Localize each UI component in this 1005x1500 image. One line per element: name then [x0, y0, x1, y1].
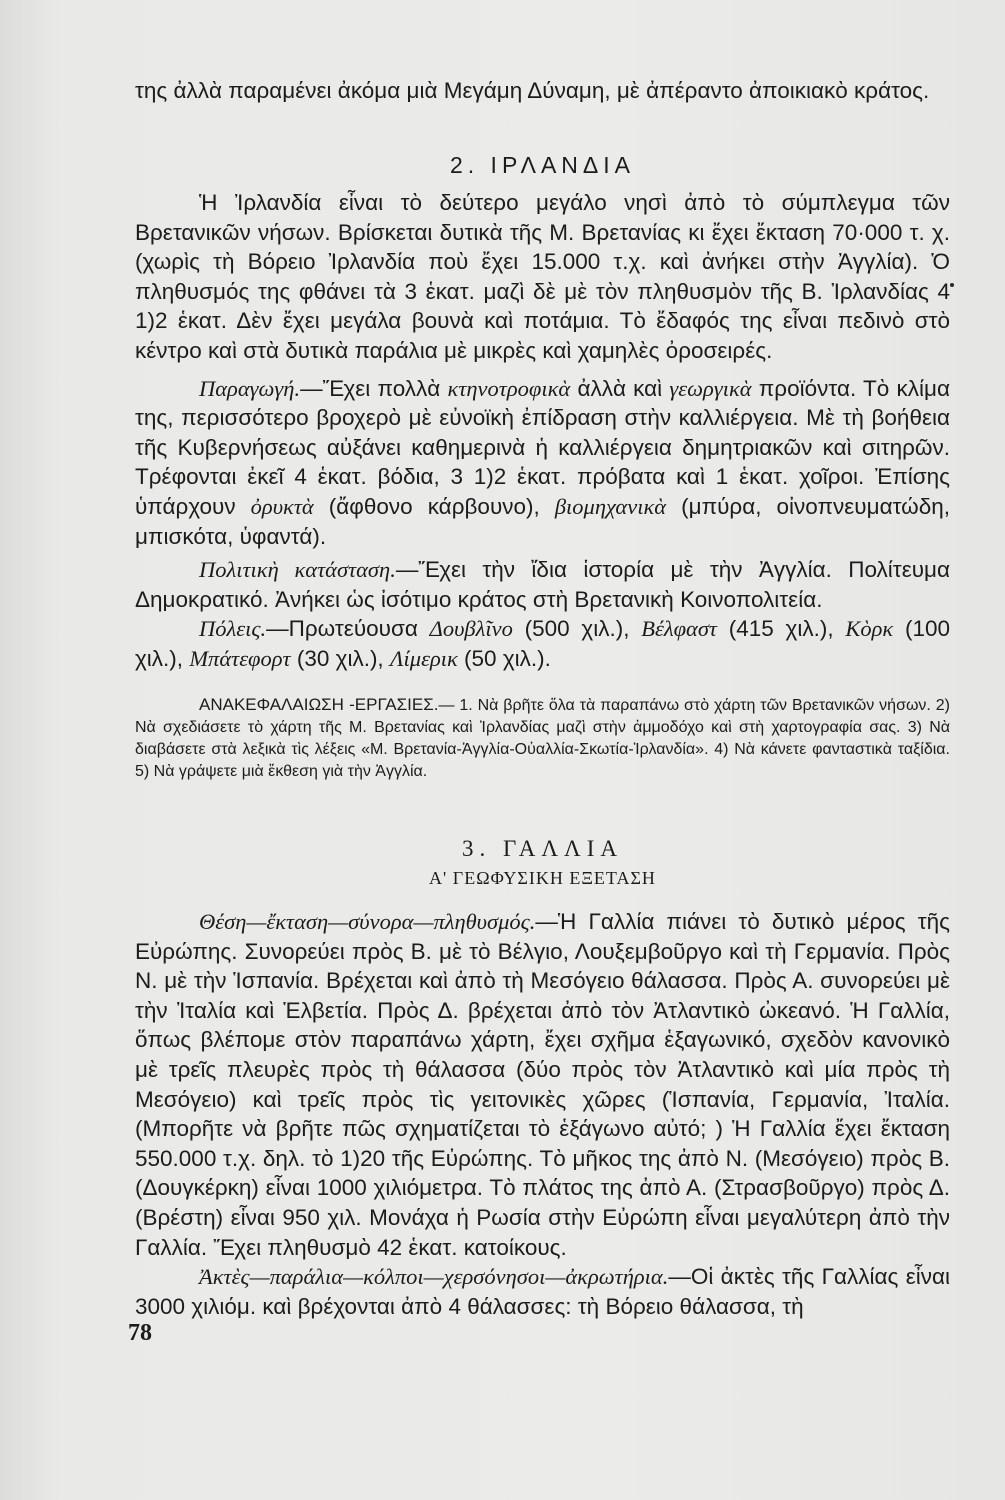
- production-term-livestock: κτηνοτροφικὰ: [447, 375, 571, 401]
- cities-text-4: (100 χιλ.),: [135, 616, 950, 671]
- section-france-heading-block: [135, 836, 950, 889]
- cities-text-5: (30 χιλ.),: [290, 645, 390, 671]
- section-ireland-heading: 2. ΙΡΛΑΝΔΙΑ: [449, 152, 635, 178]
- cities-text-2: (500 χιλ.),: [512, 616, 642, 642]
- cities-label: Πόλεις.: [199, 616, 267, 642]
- section-ireland: [135, 188, 950, 783]
- cities-text-3: (415 χιλ.),: [716, 616, 846, 642]
- production-term-industrial: βιομηχανικὰ: [554, 493, 667, 519]
- city-cork: Κὸρκ: [845, 616, 894, 642]
- section-ireland-heading-block: [135, 152, 950, 179]
- ireland-intro-paragraph: Ἡ Ἰρλανδία εἶναι τὸ δεύτερο μεγάλο νησὶ ἀπὸ τὸ σύμπλεγμα τῶν Βρετανικῶν νήσων. Βρίσκεται δυτικὰ τῆς Μ. Βρετανίας κι ἔχει ἔκταση 70·000 τ. χ. (χωρὶς τὴ Βόρειο Ἰρλανδία ποὺ ἔχει 15.000 τ.χ. καὶ ἀνήκει στὴν Ἀγγλία). Ὁ πληθυσμός της φθάνει τὰ 3 ἑκατ. μαζὶ δὲ μὲ τὸν πληθυσμὸν τῆς Β. Ἰρλανδίας 4 1)2 ἑκατ. Δὲν ἔχει μεγάλα βουνὰ καὶ ποτάμια. Τὸ ἔδαφός της εἶναι πεδινὸ στὸ κέντρο καὶ στὰ δυτικὰ παράλια μὲ μικρὲς καὶ χαμηλὲς ὀροσειρές.: [135, 190, 950, 363]
- ireland-summary-paragraph: [135, 694, 950, 783]
- coasts-label: Ἀκτὲς—παράλια—κόλποι—χερσόνησοι—ἀκρωτήρια.: [199, 1264, 669, 1290]
- cities-text-6: (50 χιλ.).: [457, 645, 551, 671]
- page-number: 78: [128, 1320, 152, 1346]
- summary-text: — 1. Νὰ βρῆτε ὅλα τὰ παραπάνω στὸ χάρτη τῶν Βρετανικῶν νήσων. 2) Νὰ σχεδιάσετε τὸ χάρτη τῆς Μ. Βρετανίας καὶ Ἰρλανδίας μαζὶ στὴν ἀμμοδόχο καὶ στὴ χαρτογραφία σας. 3) Νὰ διαβάσετε στὰ λεξικὰ τὶς λέξεις «Μ. Βρετανία-Ἀγγλία-Οὐαλλία-Σκωτία-Ἰρλανδία». 4) Νὰ κάνετε φανταστικὰ ταξίδια. 5) Νὰ γράψετε μιὰ ἔκθεση γιὰ τὴν Ἀγγλία.: [135, 696, 951, 780]
- production-text-3: προϊόντα. Τὸ κλίμα της, περισσότερο βροχερὸ μὲ εὐνοϊκὴ ἐπίδραση στὴν καλλιέργεια. Μὲ τὴ βοήθεια τῆς Κυβερνήσεως αὐξάνει καθημερινὰ ἡ καλλιέργεια δημητριακῶν καὶ σιτηρῶν. Τρέφονται ἐκεῖ 4 ἑκατ. βόδια, 3 1)2 ἑκατ. πρόβατα καὶ 1 ἑκατ. χοῖροι. Ἐπίσης ὑπάρχουν: [135, 375, 950, 519]
- section-france: [135, 907, 950, 1321]
- production-text-1: —Ἔχει πολλὰ: [300, 375, 448, 401]
- position-text: —Ἡ Γαλλία πιάνει τὸ δυτικὸ μέρος τῆς Εὐρώπης. Συνορεύει πρὸς Β. μὲ τὸ Βέλγιο, Λουξεμβοῦργο καὶ τὴ Γερμανία. Πρὸς Ν. μὲ τὴν Ἱσπανία. Βρέχεται καὶ ἀπὸ τὴ Μεσόγειο θάλασσα. Πρὸς Α. συνορεύει μὲ τὴν Ἰταλία καὶ Ἑλβετία. Πρὸς Δ. βρέχεται ἀπὸ τὸν Ἀτλαντικὸ ὠκεανό. Ἡ Γαλλία, ὅπως βλέπομε στὸν παραπάνω χάρτη, ἔχει σχῆμα ἑξαγωνικό, σχεδὸν κανονικὸ μὲ τρεῖς πλευρὲς πρὸς τὴ θάλασσα (δύο πρὸς τὸν Ἀτλαντικὸ καὶ μία πρὸς τὴ Μεσόγειο) καὶ τρεῖς πρὸς τὶς γειτονικὲς χῶρες (Ἱσπανία, Γερμανία, Ἰταλία. (Μπορῆτε νὰ βρῆτε πῶς σχηματίζεται τὸ ἑξάγωνο αὐτό; ) Ἡ Γαλλία ἔχει ἔκταση 550.000 τ.χ. δηλ. τὸ 1)20 τῆς Εὐρώπης. Τὸ μῆκος της ἀπὸ Ν. (Μεσόγειο) πρὸς Β. (Δουγκέρκη) εἶναι 1000 χιλιόμετρα. Τὸ πλάτος της ἀπὸ Α. (Στρασβοῦργο) πρὸς Δ. (Βρέστη) εἶναι 950 χιλ. Μονάχα ἡ Ρωσία στὴν Εὐρώπη εἶναι μεγαλύτερη ἀπὸ τὴν Γαλλία. Ἔχει πληθυσμὸ 42 ἑκατ. κατοίκους.: [135, 909, 950, 1260]
- position-label: Θέση—ἔκταση—σύνορα—πληθυσμός.: [199, 909, 536, 934]
- politics-label: Πολιτικὴ κατάσταση.: [199, 557, 396, 583]
- section-france-heading: 3. ΓΑΛΛΙΑ: [462, 836, 623, 861]
- top-paragraph-block: [135, 76, 950, 106]
- summary-label: ΑΝΑΚΕΦΑΛΑΙΩΣΗ -ΕΡΓΑΣΙΕΣ.: [199, 694, 439, 714]
- city-waterford: Μπάτεφορτ: [189, 645, 291, 671]
- france-coasts-paragraph: [135, 1262, 950, 1321]
- city-belfast: Βέλφαστ: [641, 616, 717, 642]
- section-france-subheading: Α' ΓΕΩΦΥΣΙΚΗ ΕΞΕΤΑΣΗ: [429, 868, 656, 888]
- politics-text: —Ἔχει τὴν ἴδια ἱστορία μὲ τὴν Ἀγγλία. Πολίτευμα Δημοκρατικό. Ἀνήκει ὡς ἰσότιμο κράτος στὴ Βρετανικὴ Κοινοπολιτεία.: [135, 557, 951, 612]
- production-label: Παραγωγή.: [199, 375, 301, 401]
- ireland-politics-paragraph: [135, 555, 950, 614]
- city-dublin: Δουβλῖνο: [429, 616, 513, 642]
- coasts-text: —Οἱ ἀκτὲς τῆς Γαλλίας εἶναι 3000 χιλιόμ. καὶ βρέχονται ἀπὸ 4 θάλασσες: τὴ Βόρειο θάλασσα, τὴ: [135, 1264, 950, 1319]
- city-limerick: Λίμερικ: [389, 645, 458, 671]
- production-text-2: ἀλλὰ καὶ: [570, 375, 670, 401]
- production-text-4: (ἄφθονο κάρβουνο),: [313, 493, 555, 519]
- production-term-minerals: ὀρυκτὰ: [250, 493, 314, 519]
- france-position-paragraph: [135, 907, 950, 1262]
- cities-text-1: —Πρωτεύουσα: [266, 616, 430, 642]
- production-term-agricultural: γεωργικὰ: [669, 375, 752, 401]
- production-text-5: (μπύρα, οἰνοπνευματώδη, μπισκότα, ὑφαντά).: [135, 493, 951, 549]
- margin-dot: [950, 283, 954, 287]
- ireland-production-paragraph: [135, 374, 950, 552]
- ireland-cities-paragraph: [135, 614, 950, 673]
- top-paragraph: της ἀλλὰ παραμένει ἀκόμα μιὰ Μεγάμη Δύναμη, μὲ ἀπέραντο ἀποικιακὸ κράτος.: [135, 78, 930, 103]
